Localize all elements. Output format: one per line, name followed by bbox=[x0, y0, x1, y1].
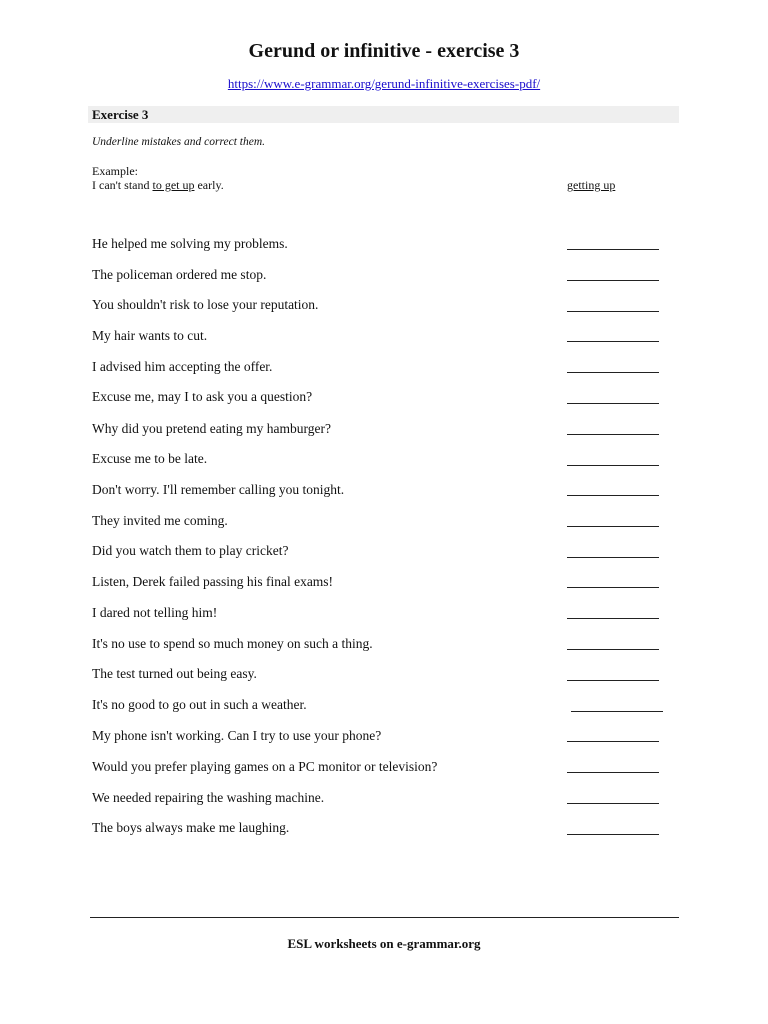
answer-blank[interactable] bbox=[567, 649, 659, 650]
example-after: early. bbox=[194, 178, 224, 192]
example-answer: getting up bbox=[567, 178, 616, 192]
exercise-sentence: Why did you pretend eating my hamburger? bbox=[92, 421, 331, 436]
example-sentence bbox=[92, 178, 224, 193]
exercise-sentence: Did you watch them to play cricket? bbox=[92, 543, 289, 558]
exercise-sentence: My phone isn't working. Can I try to use your phone? bbox=[92, 728, 382, 743]
exercise-sentence: It's no good to go out in such a weather. bbox=[92, 697, 307, 712]
exercise-sentence: I advised him accepting the offer. bbox=[92, 359, 273, 374]
exercise-sentence: I dared not telling him! bbox=[92, 605, 218, 620]
exercise-title: Exercise 3 bbox=[92, 107, 149, 122]
exercise-sentence: The policeman ordered me stop. bbox=[92, 267, 267, 282]
exercise-sentence: Don't worry. I'll remember calling you tonight. bbox=[92, 482, 345, 497]
answer-blank[interactable] bbox=[567, 403, 659, 404]
exercise-sentence: We needed repairing the washing machine. bbox=[92, 790, 325, 805]
footer-text: ESL worksheets on e-grammar.org bbox=[287, 936, 481, 951]
exercise-sentence: Excuse me to be late. bbox=[92, 451, 208, 466]
answer-blank[interactable] bbox=[567, 372, 659, 373]
answer-blank[interactable] bbox=[567, 772, 659, 773]
example-before: I can't stand bbox=[92, 178, 153, 192]
exercise-instruction: Underline mistakes and correct them. bbox=[92, 136, 265, 148]
exercise-sentence: The test turned out being easy. bbox=[92, 666, 257, 681]
answer-blank[interactable] bbox=[567, 434, 659, 435]
exercise-header bbox=[88, 106, 679, 123]
exercise-sentence: My hair wants to cut. bbox=[92, 328, 208, 343]
exercise-sentence: He helped me solving my problems. bbox=[92, 236, 288, 251]
answer-blank[interactable] bbox=[567, 311, 659, 312]
page-title: Gerund or infinitive - exercise 3 bbox=[248, 40, 520, 62]
answer-blank[interactable] bbox=[567, 341, 659, 342]
exercise-sentence: Would you prefer playing games on a PC monitor or television? bbox=[92, 759, 438, 774]
answer-blank[interactable] bbox=[567, 280, 659, 281]
exercise-sentence: It's no use to spend so much money on such a thing. bbox=[92, 636, 373, 651]
example-mistake: to get up bbox=[152, 178, 195, 192]
answer-blank[interactable] bbox=[567, 526, 659, 527]
answer-blank[interactable] bbox=[567, 741, 659, 742]
answer-blank[interactable] bbox=[567, 680, 659, 681]
exercise-sentence: You shouldn't risk to lose your reputation. bbox=[92, 297, 319, 312]
answer-blank[interactable] bbox=[567, 465, 659, 466]
answer-blank[interactable] bbox=[567, 834, 659, 835]
answer-blank[interactable] bbox=[567, 803, 659, 804]
answer-blank[interactable] bbox=[567, 618, 659, 619]
answer-blank[interactable] bbox=[567, 249, 659, 250]
answer-blank[interactable] bbox=[567, 495, 659, 496]
exercise-sentence: They invited me coming. bbox=[92, 513, 228, 528]
answer-blank[interactable] bbox=[567, 557, 659, 558]
exercise-sentence: Listen, Derek failed passing his final exams! bbox=[92, 574, 334, 589]
exercise-sentence: The boys always make me laughing. bbox=[92, 820, 290, 835]
answer-blank[interactable] bbox=[567, 587, 659, 588]
source-link[interactable]: https://www.e-grammar.org/gerund-infinitive-exercises-pdf/ bbox=[227, 76, 541, 91]
answer-blank[interactable] bbox=[571, 711, 663, 712]
example-label: Example: bbox=[92, 164, 138, 178]
footer-divider bbox=[90, 917, 679, 918]
exercise-sentence: Excuse me, may I to ask you a question? bbox=[92, 389, 313, 404]
